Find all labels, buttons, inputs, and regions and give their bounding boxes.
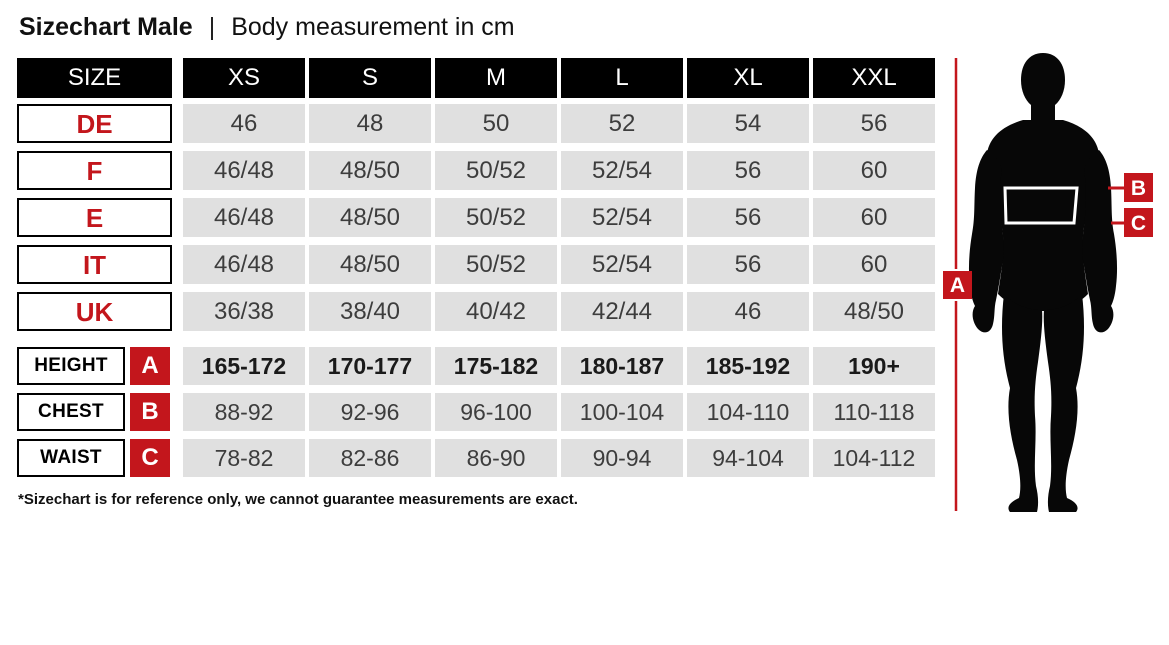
table-row-height (17, 347, 935, 385)
table-cell: 46/48 (183, 245, 305, 284)
table-cell: 86-90 (435, 439, 557, 477)
male-silhouette-diagram (940, 50, 1169, 525)
table-cell: 56 (687, 245, 809, 284)
table-cell: 54 (687, 104, 809, 143)
table-cell: 94-104 (687, 439, 809, 477)
male-silhouette (969, 53, 1117, 512)
row-label-it: IT (17, 245, 172, 284)
table-cell: 48/50 (813, 292, 935, 331)
table-cell: 50/52 (435, 245, 557, 284)
table-cell: 42/44 (561, 292, 683, 331)
size-col-l: L (561, 58, 683, 98)
size-col-xxl: XXL (813, 58, 935, 98)
body-measurement-figure (940, 50, 1169, 525)
size-col-xs: XS (183, 58, 305, 98)
table-cell: 110-118 (813, 393, 935, 431)
table-row-de (17, 104, 935, 143)
height-label-group (17, 347, 170, 385)
table-cell: 78-82 (183, 439, 305, 477)
marker-b-chip: B (130, 393, 170, 431)
table-cell: 46/48 (183, 198, 305, 237)
chest-label-group (17, 393, 170, 431)
chest-label: CHEST (17, 393, 125, 431)
table-cell: 56 (687, 198, 809, 237)
table-row-e (17, 198, 935, 237)
table-cell: 180-187 (561, 347, 683, 385)
table-cell: 50/52 (435, 198, 557, 237)
table-row-f (17, 151, 935, 190)
marker-a-letter: A (949, 274, 966, 297)
table-cell: 46/48 (183, 151, 305, 190)
height-label: HEIGHT (17, 347, 125, 385)
marker-c-chip: C (130, 439, 170, 477)
table-cell: 60 (813, 198, 935, 237)
table-cell: 48/50 (309, 245, 431, 284)
table-cell: 165-172 (183, 347, 305, 385)
table-cell: 50 (435, 104, 557, 143)
row-label-f: F (17, 151, 172, 190)
table-cell: 36/38 (183, 292, 305, 331)
size-col-m: M (435, 58, 557, 98)
size-col-s: S (309, 58, 431, 98)
waist-marker-c (1111, 208, 1153, 237)
title-main: Sizechart Male (19, 13, 193, 41)
left-arm (969, 150, 1004, 332)
sizechart-table (17, 58, 935, 485)
table-cell: 48/50 (309, 151, 431, 190)
footnote: *Sizechart is for reference only, we cannot guarantee measurements are exact. (18, 491, 578, 508)
size-header-cell: SIZE (17, 58, 172, 98)
marker-b-letter: B (1130, 177, 1147, 200)
table-cell: 90-94 (561, 439, 683, 477)
table-cell: 46 (183, 104, 305, 143)
table-cell: 170-177 (309, 347, 431, 385)
table-cell: 104-112 (813, 439, 935, 477)
table-cell: 100-104 (561, 393, 683, 431)
chest-marker-b (1108, 173, 1153, 202)
table-row-chest (17, 393, 935, 431)
table-cell: 88-92 (183, 393, 305, 431)
table-cell: 48 (309, 104, 431, 143)
row-label-uk: UK (17, 292, 172, 331)
height-marker-a (943, 271, 972, 299)
marker-c-letter: C (1130, 212, 1147, 235)
table-row-waist (17, 439, 935, 477)
table-header-row (17, 58, 935, 98)
table-cell: 52/54 (561, 198, 683, 237)
table-cell: 50/52 (435, 151, 557, 190)
title-separator: | (208, 13, 216, 41)
table-cell: 56 (813, 104, 935, 143)
waist-label-group (17, 439, 170, 477)
table-cell: 38/40 (309, 292, 431, 331)
table-cell: 175-182 (435, 347, 557, 385)
table-cell: 46 (687, 292, 809, 331)
row-label-e: E (17, 198, 172, 237)
table-cell: 82-86 (309, 439, 431, 477)
table-cell: 40/42 (435, 292, 557, 331)
size-col-xl: XL (687, 58, 809, 98)
table-cell: 60 (813, 151, 935, 190)
title-subtitle: Body measurement in cm (231, 13, 515, 41)
table-cell: 92-96 (309, 393, 431, 431)
table-cell: 52/54 (561, 151, 683, 190)
table-cell: 48/50 (309, 198, 431, 237)
right-arm (1082, 150, 1117, 332)
table-cell: 190+ (813, 347, 935, 385)
table-cell: 96-100 (435, 393, 557, 431)
marker-a-chip: A (130, 347, 170, 385)
table-cell: 52/54 (561, 245, 683, 284)
table-row-it (17, 245, 935, 284)
waist-label: WAIST (17, 439, 125, 477)
table-cell: 104-110 (687, 393, 809, 431)
row-label-de: DE (17, 104, 172, 143)
torso (987, 120, 1099, 311)
right-leg (1044, 294, 1084, 512)
table-cell: 52 (561, 104, 683, 143)
table-cell: 56 (687, 151, 809, 190)
table-cell: 60 (813, 245, 935, 284)
left-leg (1002, 294, 1042, 512)
table-row-uk (17, 292, 935, 331)
table-cell: 185-192 (687, 347, 809, 385)
neck (1031, 96, 1055, 124)
page-title (19, 13, 515, 42)
